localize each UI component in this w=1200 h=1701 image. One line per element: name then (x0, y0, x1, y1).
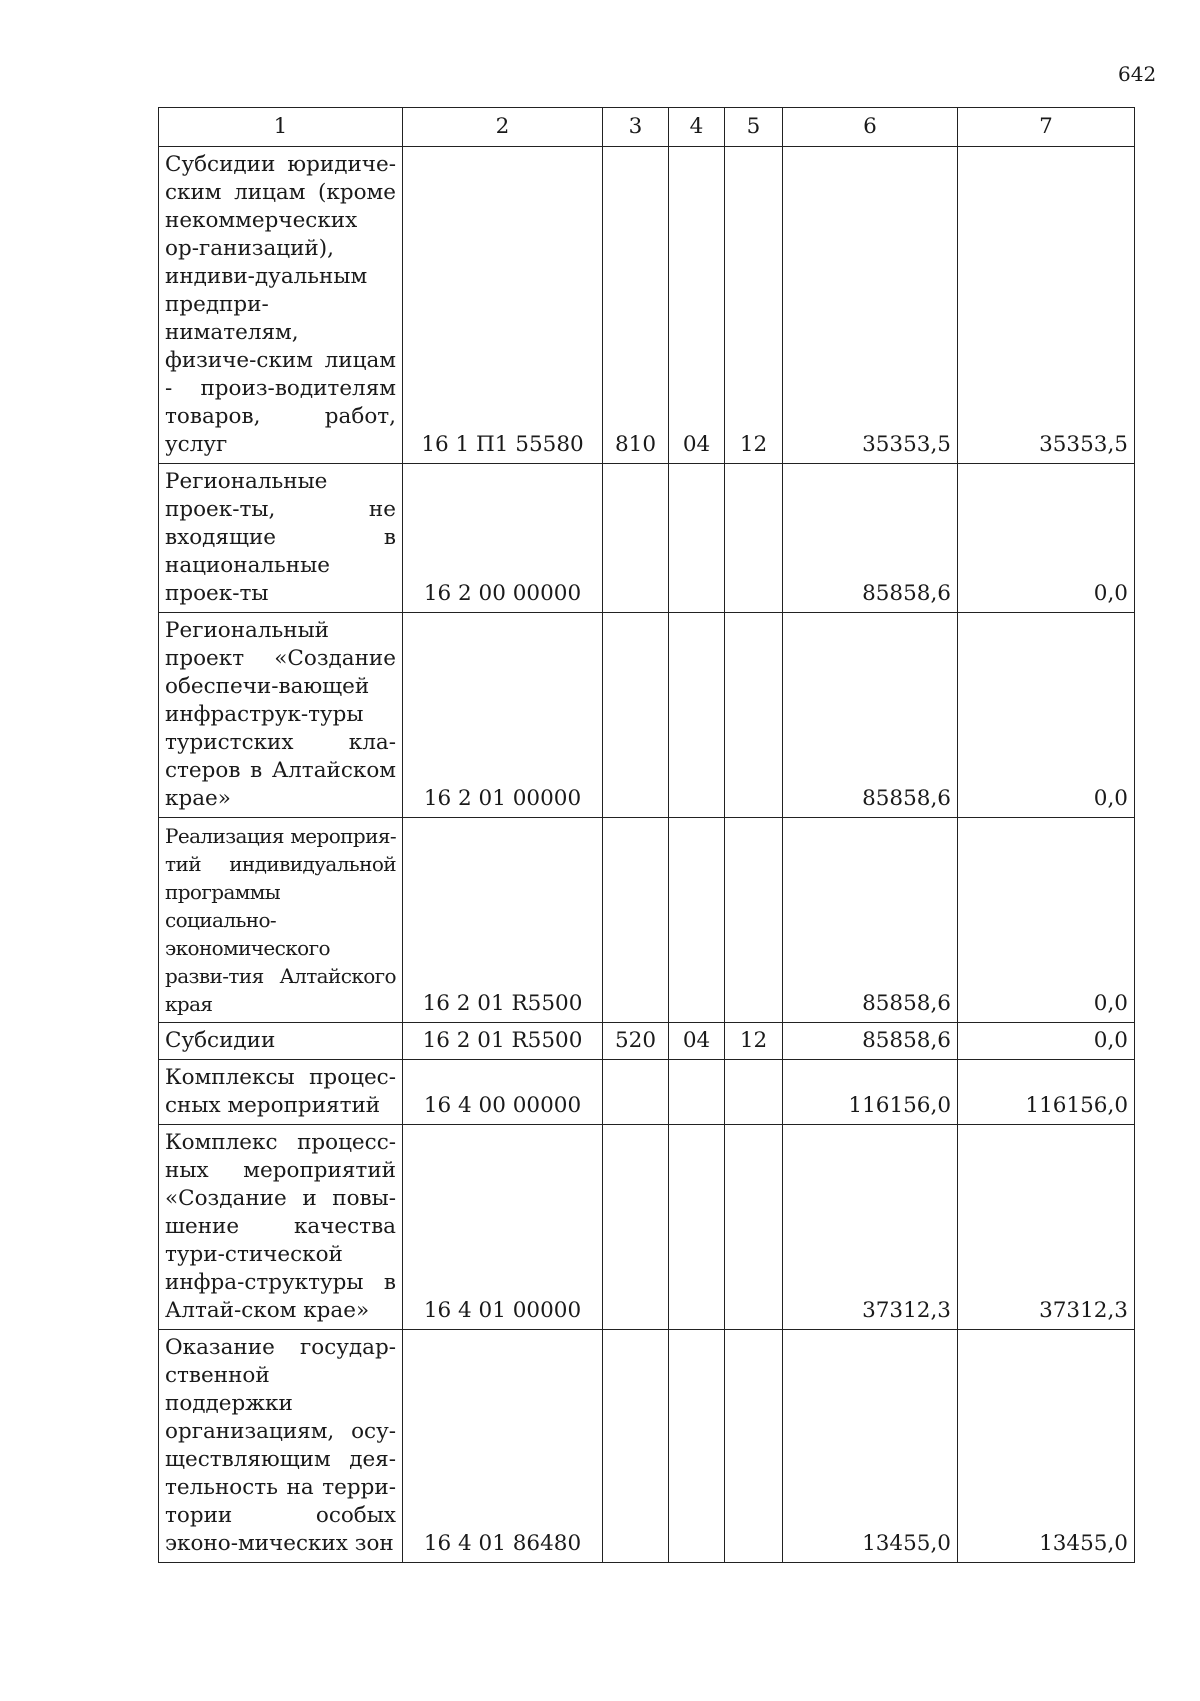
row-value-7: 37312,3 (958, 1125, 1135, 1330)
row-value-6: 85858,6 (783, 1023, 958, 1060)
header-col-7: 7 (958, 108, 1135, 147)
row-name: Реализация мероприя-тий индивидуальной программы социально-экономического разви-тия Алтайского края (159, 818, 403, 1023)
row-code: 16 2 01 R5500 (403, 1023, 603, 1060)
row-col-4 (669, 464, 725, 613)
row-code: 16 2 01 00000 (403, 613, 603, 818)
row-name: Региональный проект «Создание обеспечи-вающей инфраструк-туры туристских кла-стеров в Алтайском крае» (159, 613, 403, 818)
row-value-7: 0,0 (958, 1023, 1135, 1060)
row-col-4 (669, 1125, 725, 1330)
row-code: 16 4 01 00000 (403, 1125, 603, 1330)
row-value-7: 35353,5 (958, 147, 1135, 464)
header-col-4: 4 (669, 108, 725, 147)
row-col-3 (603, 464, 669, 613)
table-row (159, 1060, 1135, 1125)
row-value-6: 116156,0 (783, 1060, 958, 1125)
row-value-6: 37312,3 (783, 1125, 958, 1330)
row-value-7: 0,0 (958, 464, 1135, 613)
row-col-4 (669, 1330, 725, 1563)
row-code: 16 1 П1 55580 (403, 147, 603, 464)
row-col-4: 04 (669, 147, 725, 464)
row-col-5 (725, 1125, 783, 1330)
header-col-3: 3 (603, 108, 669, 147)
row-name: Оказание государ-ственной поддержки организациям, осу-ществляющим дея-тельность на терри-тории особых эконо-мических зон (159, 1330, 403, 1563)
row-col-3: 810 (603, 147, 669, 464)
row-value-7: 0,0 (958, 818, 1135, 1023)
table-row (159, 818, 1135, 1023)
header-col-5: 5 (725, 108, 783, 147)
row-col-3: 520 (603, 1023, 669, 1060)
row-name: Региональные проек-ты, не входящие в национальные проек-ты (159, 464, 403, 613)
row-col-3 (603, 1125, 669, 1330)
table-row (159, 1125, 1135, 1330)
header-col-6: 6 (783, 108, 958, 147)
row-col-5 (725, 613, 783, 818)
row-col-3 (603, 613, 669, 818)
row-col-5 (725, 464, 783, 613)
row-col-4 (669, 1060, 725, 1125)
table-row (159, 613, 1135, 818)
row-code: 16 4 00 00000 (403, 1060, 603, 1125)
row-value-6: 13455,0 (783, 1330, 958, 1563)
row-name: Комплексы процес-сных мероприятий (159, 1060, 403, 1125)
header-col-1: 1 (159, 108, 403, 147)
row-col-3 (603, 818, 669, 1023)
row-value-6: 85858,6 (783, 464, 958, 613)
row-col-5: 12 (725, 1023, 783, 1060)
row-col-5 (725, 1330, 783, 1563)
row-col-5: 12 (725, 147, 783, 464)
table-row (159, 1023, 1135, 1060)
row-col-4: 04 (669, 1023, 725, 1060)
row-name: Субсидии (159, 1023, 403, 1060)
table-row (159, 1330, 1135, 1563)
row-code: 16 2 01 R5500 (403, 818, 603, 1023)
header-row (159, 108, 1135, 147)
budget-table (158, 107, 1135, 1563)
row-col-4 (669, 818, 725, 1023)
row-col-4 (669, 613, 725, 818)
row-col-5 (725, 818, 783, 1023)
table-row (159, 464, 1135, 613)
row-value-7: 116156,0 (958, 1060, 1135, 1125)
row-col-3 (603, 1330, 669, 1563)
table-row (159, 147, 1135, 464)
row-value-7: 0,0 (958, 613, 1135, 818)
row-col-5 (725, 1060, 783, 1125)
row-value-7: 13455,0 (958, 1330, 1135, 1563)
row-value-6: 85858,6 (783, 818, 958, 1023)
row-value-6: 85858,6 (783, 613, 958, 818)
row-col-3 (603, 1060, 669, 1125)
row-name: Субсидии юридиче-ским лицам (кроме некоммерческих ор-ганизаций), индиви-дуальным предпри-нимателям, физиче-ским лицам - произ-водителям товаров, работ, услуг (159, 147, 403, 464)
row-code: 16 2 00 00000 (403, 464, 603, 613)
page-number: 642 (1118, 62, 1157, 86)
header-col-2: 2 (403, 108, 603, 147)
row-name: Комплекс процесс-ных мероприятий «Создание и повы-шение качества тури-стической инфра-структуры в Алтай-ском крае» (159, 1125, 403, 1330)
row-value-6: 35353,5 (783, 147, 958, 464)
row-code: 16 4 01 86480 (403, 1330, 603, 1563)
